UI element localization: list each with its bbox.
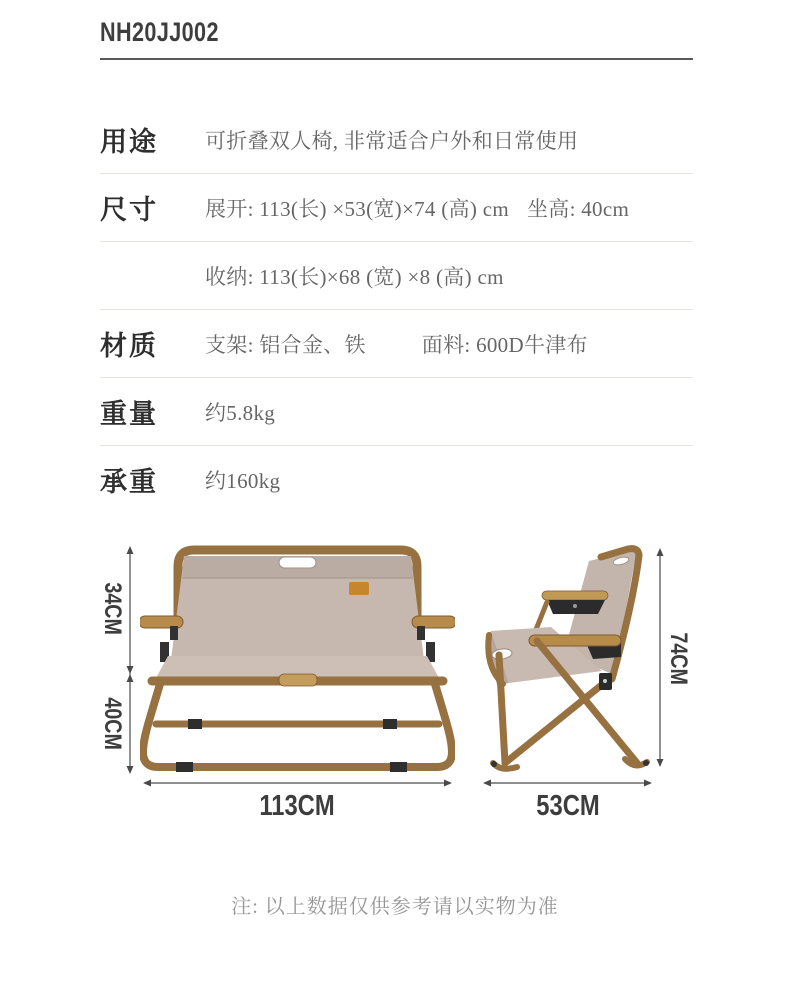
header-rule <box>100 58 693 60</box>
spec-value: 约160kg <box>205 468 281 493</box>
dim-label-width: 113CM <box>259 790 335 822</box>
spec-label: 重量 <box>100 399 158 429</box>
spec-value-2: 坐高: 40cm <box>526 196 630 221</box>
spec-row-size-open <box>100 174 693 242</box>
spec-label: 尺寸 <box>100 195 158 225</box>
spec-value: 支架: 铝合金、铁 <box>205 332 366 357</box>
dim-label-seat-height: 40CM <box>99 697 126 750</box>
spec-value: 收纳: 113(长)×68 (宽) ×8 (高) cm <box>205 264 504 289</box>
spec-value: 约5.8kg <box>205 400 276 425</box>
spec-value-2: 面料: 600D牛津布 <box>421 332 588 357</box>
model-number: NH20JJ002 <box>100 17 219 47</box>
page-header <box>0 0 790 60</box>
spec-value: 展开: 113(长) ×53(宽)×74 (高) cm <box>205 196 509 221</box>
spec-row-load-capacity <box>100 446 693 513</box>
spec-value: 可折叠双人椅, 非常适合户外和日常使用 <box>205 128 579 153</box>
spec-row-material <box>100 310 693 378</box>
spec-label: 用途 <box>100 127 158 157</box>
spec-row-weight <box>100 378 693 446</box>
spec-label: 材质 <box>100 331 158 361</box>
spec-table <box>100 106 693 513</box>
footnote: 注: 以上数据仅供参考请以实物为准 <box>231 896 559 918</box>
spec-row-size-folded <box>100 242 693 310</box>
dimension-lines <box>0 535 790 835</box>
spec-row-usage <box>100 106 693 174</box>
dim-label-depth: 53CM <box>536 790 600 822</box>
dim-label-total-height: 74CM <box>665 632 692 685</box>
spec-label: 承重 <box>100 467 158 497</box>
dim-label-back-height: 34CM <box>99 582 126 635</box>
dimension-figure <box>0 535 790 835</box>
